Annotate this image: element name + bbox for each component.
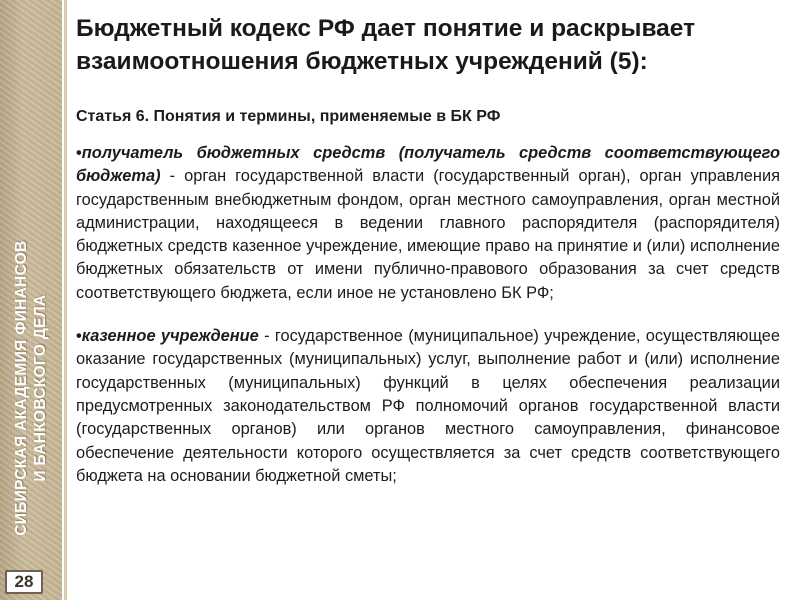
bullet-marker: • (76, 144, 82, 162)
slide-number: 28 (5, 570, 43, 594)
definition-paragraph (76, 325, 780, 488)
definition-text: - государственное (муниципальное) учреждение, осуществляющее оказание государственных (муниципальных) услуг, выполнение работ и (или) исполнение государственных (муниципальных) функций в целях обеспечения реализации предусмотренных законодательством РФ полномочий органов государственной власти (государственных органов) или органов местного самоуправления, финансовое обеспечение деятельности которого осуществляется за счет средств соответствующего бюджета на основании бюджетной сметы; (76, 327, 781, 485)
bullet-marker: • (76, 327, 82, 346)
definition-term: казенное учреждение (81, 327, 259, 346)
article-heading: Статья 6. Понятия и термины, применяемые в БК РФ (76, 108, 501, 125)
definition-paragraph (76, 142, 780, 305)
sidebar-banner (0, 0, 62, 600)
sidebar-divider (64, 0, 67, 600)
definition-text: - орган государственной власти (государственный орган), орган управления государственным внебюджетным фондом, орган местного самоуправления, орган местной администрации, находящееся в ведении главного распорядителя (распорядителя) бюджетных средств казенное учреждение, имеющие право на принятие и (или) исполнение бюджетных обязательств от имени публично-правового образования за счет средств соответствующего бюджета, если иное не установлено БК РФ; (76, 167, 780, 302)
slide-content (76, 12, 780, 488)
definition-term: получатель бюджетных средств (получатель средств соответствующего бюджета) (76, 144, 780, 186)
academy-name-line2: И БАНКОВСКОГО ДЕЛА (32, 294, 49, 482)
academy-name (12, 240, 50, 535)
academy-name-line1: СИБИРСКАЯ АКАДЕМИЯ ФИНАНСОВ (13, 240, 30, 536)
slide-title: Бюджетный кодекс РФ дает понятие и раскрывает взаимоотношения бюджетных учреждений (5): (76, 15, 696, 75)
